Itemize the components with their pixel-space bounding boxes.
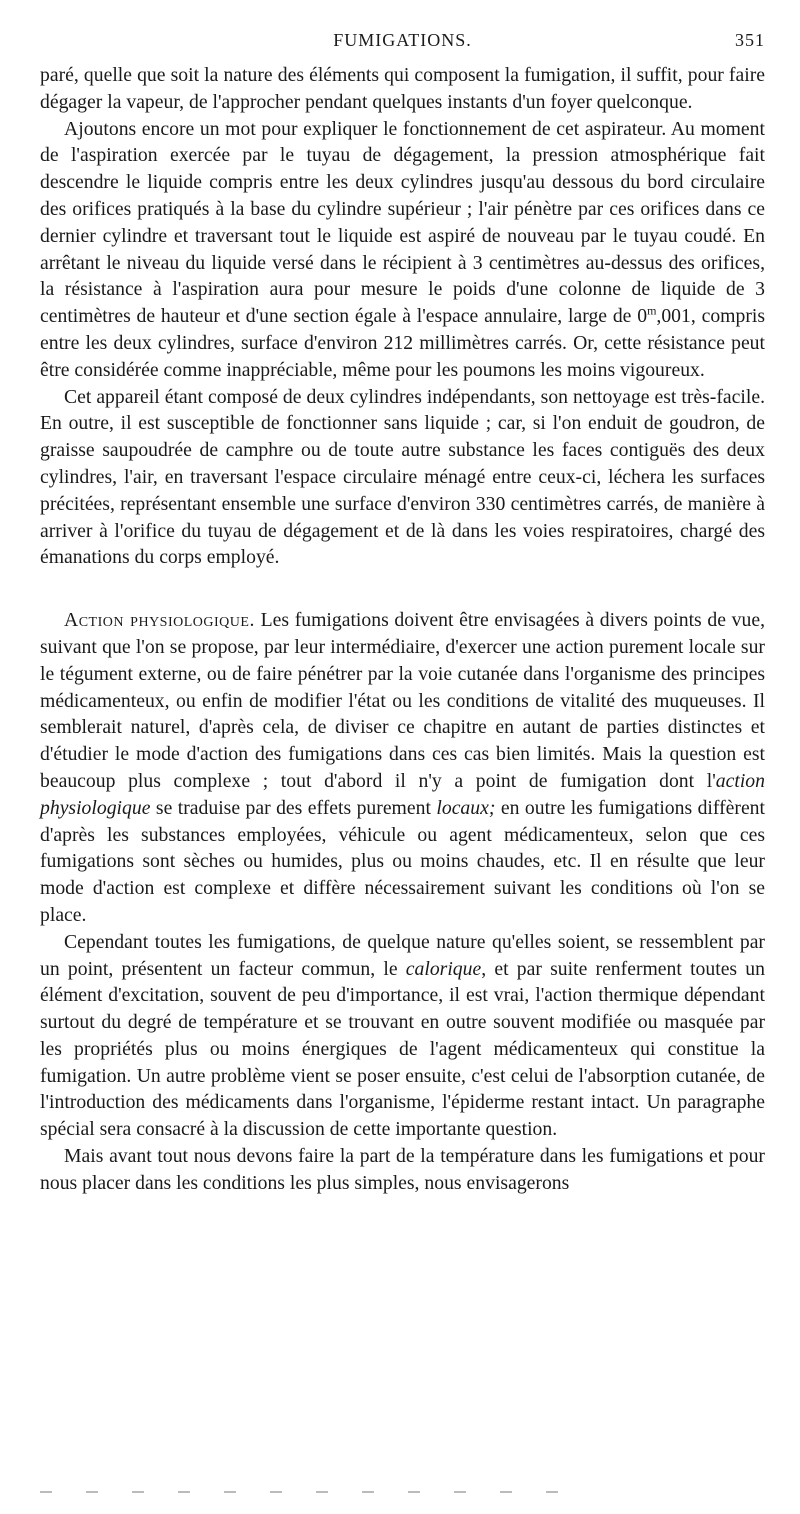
header-title: FUMIGATIONS.: [333, 30, 472, 50]
ornament-dash: [408, 1491, 420, 1493]
ornament-dash: [546, 1491, 558, 1493]
ornament-dash: [224, 1491, 236, 1493]
ornament-dash: [178, 1491, 190, 1493]
ornament-dash: [270, 1491, 282, 1493]
ornament-dash: [40, 1491, 52, 1493]
paragraph-5: [40, 929, 765, 1143]
page-number: 351: [735, 30, 765, 50]
paragraph-1: paré, quelle que soit la nature des éléments qui composent la fumigation, il suffit, pour faire dégager la vapeur, de l'approcher pendant quelques instants d'un foyer quelconque.: [40, 64, 765, 113]
paragraph-2-text-after: , compris entre les deux cylindres, surface d'environ 212 millimètres carrés. Or, cette résistance peut être considérée comme inappréciable, même pour les poumons les moins vigoureux.: [40, 305, 766, 381]
running-header: [40, 30, 765, 54]
paragraph-5-part2: , et par suite renferment toutes un élément d'excitation, souvent de peu d'importance, il est vrai, l'action thermique dépendant surtout du degré de température et se trouvant en outre souvent modifiée ou masquée par les propriétés plus ou moins énergiques de l'agent médicamenteux qui constitue la fumigation. Un autre problème vient se poser ensuite, c'est celui de l'absorption cutanée, de l'introduction des médicaments dans l'organisme, l'épiderme restant intact. Un paragraphe spécial sera consacré à la discussion de cette importante question.: [40, 957, 765, 1141]
ornament-dash: [454, 1491, 466, 1493]
paragraph-4-part2: se traduise par des effets purement: [150, 796, 437, 819]
section-gap: [40, 571, 765, 607]
ornament-dash: [500, 1491, 512, 1493]
bottom-ornament: [40, 1478, 765, 1482]
paragraph-5-part1: Cependant toutes les fumigations, de quelque nature qu'elles soient, se ressemblent par un point, présentent un facteur commun, le: [40, 930, 765, 980]
paragraph-4-part3: en outre les fumigations diffèrent d'après les substances employées, véhicule ou agent médicamenteux, selon que ces fumigations sont sèches ou humides, plus ou moins chaudes, etc. Il en résulte que leur mode d'action est complexe et diffère nécessairement suivant les conditions où l'on se place.: [40, 796, 765, 926]
paragraph-3: Cet appareil étant composé de deux cylindres indépendants, son nettoyage est très-facile. En outre, il est susceptible de fonctionner sans liquide ; car, si l'on enduit de goudron, de graisse saupoudrée de camphre ou de toute autre substance les faces contiguës des deux cylindres, l'air, en traversant l'espace circulaire ménagé entre ceux-ci, léchera les surfaces précitées, représentant ensemble une surface d'environ 330 centimètres carrés, de manière à arriver à l'orifice du tuyau de dégagement et de là dans les voies respiratoires, chargé des émanations du corps employé.: [40, 385, 765, 569]
ornament-dash: [362, 1491, 374, 1493]
paragraph-4-part1: Les fumigations doivent être envisagées à divers points de vue, suivant que l'on se propose, par leur intermédiaire, d'exercer une action purement locale sur le tégument externe, ou de faire pénétrer par la voie cutanée dans l'organisme des principes médicamenteux, ou enfin de modifier l'état ou les conditions de vitalité des muqueuses. Il semblerait naturel, d'après cela, de diviser ce chapitre en autant de parties distinctes et d'étudier le mode d'action des fumigations dans ces cas bien limités. Mais la question est beaucoup plus complexe ; tout d'abord il n'y a point de fumigation dont l': [40, 609, 766, 792]
ornament-dash: [86, 1491, 98, 1493]
paragraph-5-emphasis: calorique: [405, 957, 482, 980]
paragraph-2-text: Ajoutons encore un mot pour expliquer le fonctionnement de cet aspirateur. Au moment de l'aspiration exercée par le tuyau de dégagement, la pression atmosphérique fait descendre le liquide compris entre les deux cylindres jusqu'au dessous du bord circulaire des orifices pratiqués à la base du cylindre supérieur ; l'air pénètre par ces orifices dans ce dernier cylindre et traversant tout le liquide est aspiré de nouveau par le tuyau coudé. En arrêtant le niveau du liquide versé dans le récipient à 3 centimètres au-dessus des orifices, la résistance à l'aspiration aura pour mesure le poids d'une colonne de liquide de 3 centimètres de hauteur et d'une section égale à l'espace annulaire, large de: [40, 117, 765, 328]
paragraph-6: Mais avant tout nous devons faire la part de la température dans les fumigations et pour nous placer dans les conditions les plus simples, nous envisagerons: [40, 1145, 765, 1194]
ornament-dash: [316, 1491, 328, 1493]
body-text: [40, 62, 765, 1197]
ornament-dash: [132, 1491, 144, 1493]
paragraph-4-emphasis-2: locaux;: [436, 796, 496, 819]
measure-value: 0$^m$,001: [637, 303, 691, 328]
paragraph-4-emphasis-1: action physiologique: [40, 769, 765, 819]
paragraph-2: [40, 116, 765, 384]
paragraph-4: [40, 607, 765, 929]
section-heading: Action physiologique.: [64, 609, 255, 632]
